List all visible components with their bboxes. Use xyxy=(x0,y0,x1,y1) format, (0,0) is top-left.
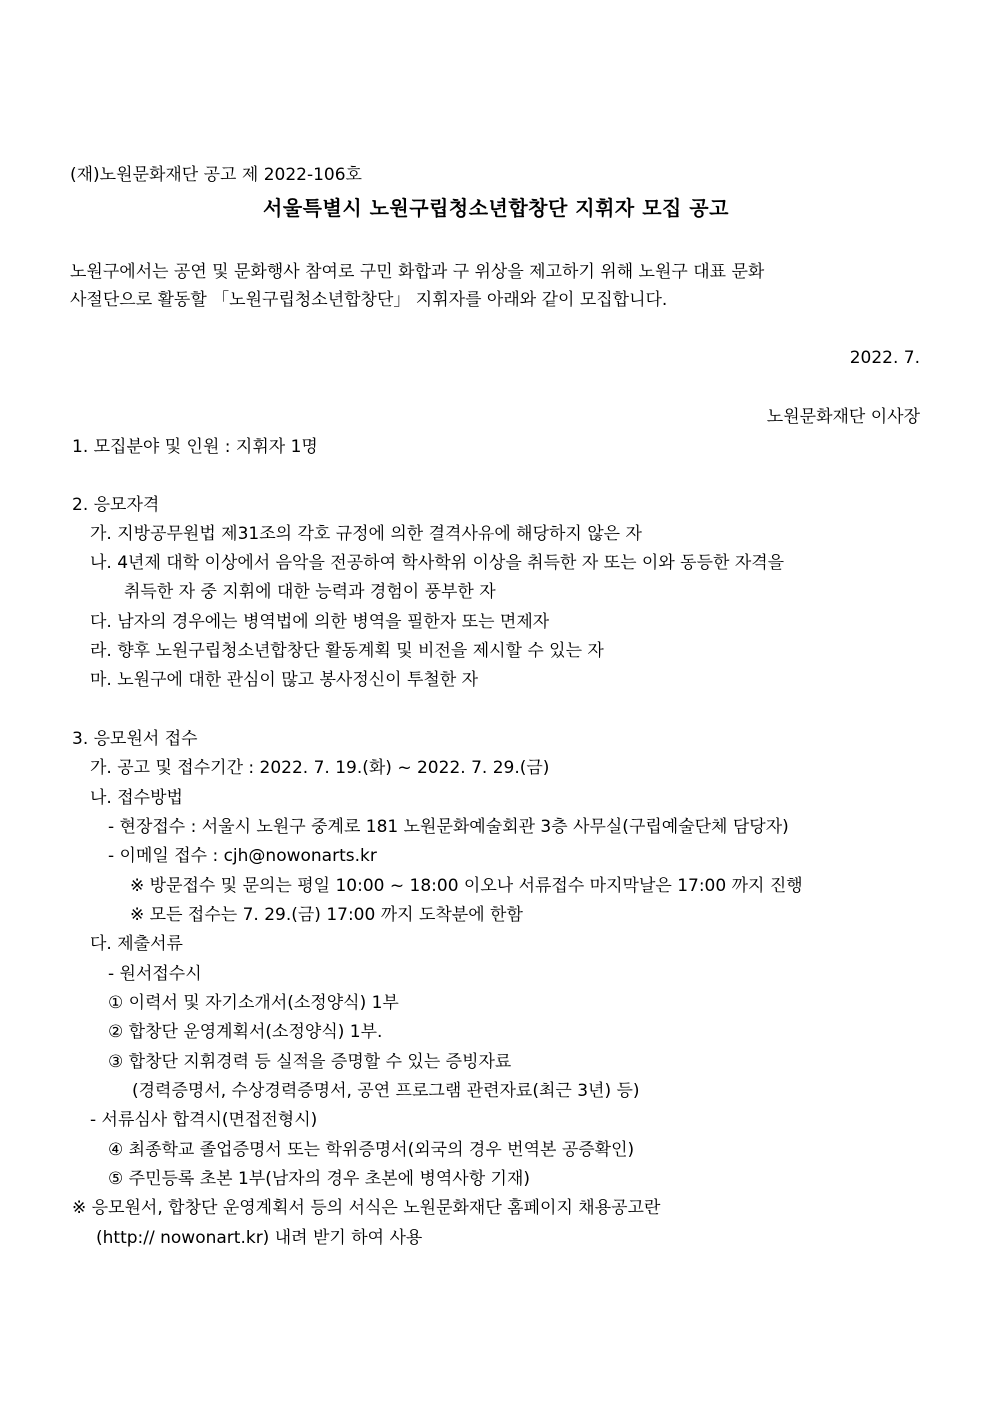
doc-item: ② 합창단 운영계획서(소정양식) 1부. xyxy=(108,1022,383,1042)
qualification-item: 라. 향후 노원구립청소년합창단 활동계획 및 비전을 제시할 수 있는 자 xyxy=(90,641,604,661)
application-period: 가. 공고 및 접수기간 : 2022. 7. 19.(화) ~ 2022. 7. 29.(금) xyxy=(90,758,550,778)
note-hours: ※ 방문접수 및 문의는 평일 10:00 ~ 18:00 이오나 서류접수 마지막날은 17:00 까지 진행 xyxy=(130,876,803,896)
document-title: 서울특별시 노원구립청소년합창단 지휘자 모집 공고 xyxy=(263,196,729,220)
method-visit: - 현장접수 : 서울시 노원구 중계로 181 노원문화예술회관 3층 사무실(구립예술단체 담당자) xyxy=(108,817,789,837)
intro-line-2: 사절단으로 활동할 「노원구립청소년합창단」 지휘자를 아래와 같이 모집합니다. xyxy=(70,290,668,310)
qualification-item: 가. 지방공무원법 제31조의 각호 규정에 의한 결격사유에 해당하지 않은 자 xyxy=(90,524,642,544)
notice-number: (재)노원문화재단 공고 제 2022-106호 xyxy=(70,165,362,185)
qualification-item: 나. 4년제 대학 이상에서 음악을 전공하여 학사학위 이상을 취득한 자 또는 이와 동등한 자격을 xyxy=(90,553,785,573)
doc-item: ④ 최종학교 졸업증명서 또는 학위증명서(외국의 경우 번역본 공증확인) xyxy=(108,1140,635,1160)
note-deadline: ※ 모든 접수는 7. 29.(금) 17:00 까지 도착분에 한함 xyxy=(130,905,523,925)
issuer: 노원문화재단 이사장 xyxy=(766,407,920,427)
doc-item: ⑤ 주민등록 초본 1부(남자의 경우 초본에 병역사항 기재) xyxy=(108,1169,531,1189)
docs-apply: - 원서접수시 xyxy=(108,964,202,984)
qualification-item: 다. 남자의 경우에는 병역법에 의한 병역을 필한자 또는 면제자 xyxy=(90,612,550,632)
notice-date: 2022. 7. xyxy=(849,348,920,368)
intro-line-1: 노원구에서는 공연 및 문화행사 참여로 구민 화합과 구 위상을 제고하기 위해 노원구 대표 문화 xyxy=(70,262,765,282)
qualification-item-continued: 취득한 자 중 지휘에 대한 능력과 경험이 풍부한 자 xyxy=(124,582,496,602)
method-heading: 나. 접수방법 xyxy=(90,788,183,808)
method-email: - 이메일 접수 : cjh@nowonarts.kr xyxy=(108,846,377,866)
docs-heading: 다. 제출서류 xyxy=(90,934,183,954)
doc-item-detail: (경력증명서, 수상경력증명서, 공연 프로그램 관련자료(최근 3년) 등) xyxy=(132,1081,640,1101)
footnote: ※ 응모원서, 합창단 운영계획서 등의 서식은 노원문화재단 홈페이지 채용공고란 xyxy=(72,1198,661,1218)
footnote-link[interactable]: (http:// nowonart.kr) 내려 받기 하여 사용 xyxy=(96,1228,423,1248)
section-3-heading: 3. 응모원서 접수 xyxy=(72,729,198,749)
docs-pass: - 서류심사 합격시(면접전형시) xyxy=(90,1110,318,1130)
qualification-item: 마. 노원구에 대한 관심이 많고 봉사정신이 투철한 자 xyxy=(90,670,479,690)
doc-item: ③ 합창단 지휘경력 등 실적을 증명할 수 있는 증빙자료 xyxy=(108,1052,512,1072)
doc-item: ① 이력서 및 자기소개서(소정양식) 1부 xyxy=(108,993,399,1013)
section-1-heading: 1. 모집분야 및 인원 : 지휘자 1명 xyxy=(72,437,318,457)
section-2-heading: 2. 응모자격 xyxy=(72,495,160,515)
